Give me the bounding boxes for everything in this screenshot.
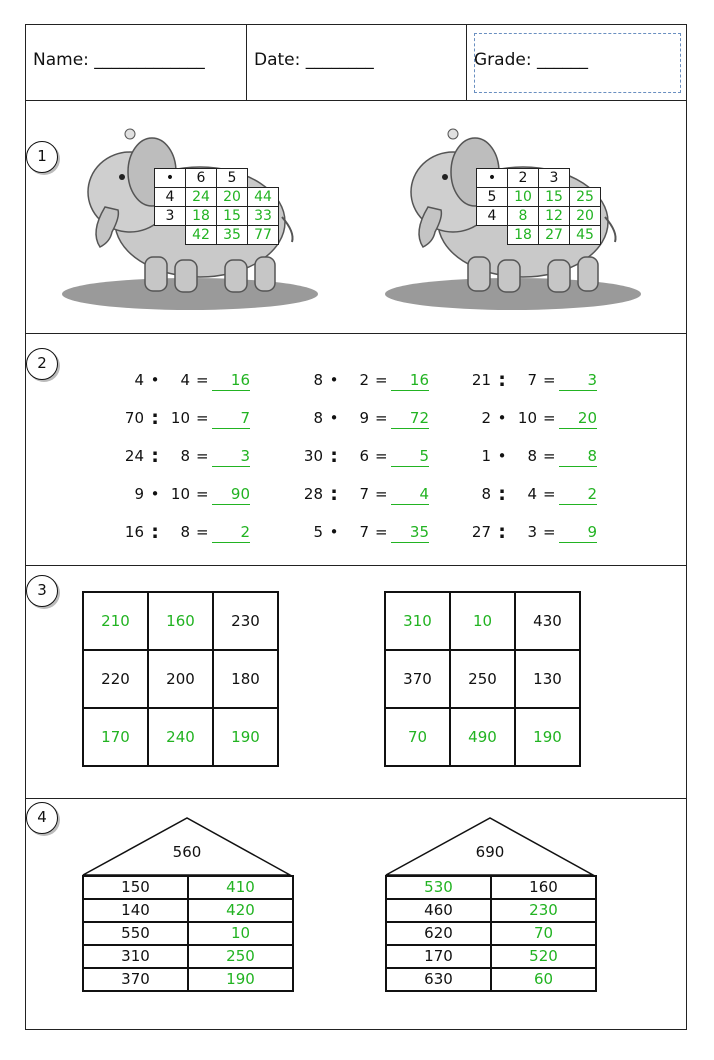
- answer-cell: 420: [188, 899, 293, 922]
- table-row: [155, 188, 279, 207]
- table-row: [83, 968, 293, 991]
- answer-cell: 15: [217, 207, 248, 226]
- answer-cell: 18: [508, 226, 539, 245]
- answer-cell: 35: [217, 226, 248, 245]
- operand-a: 5: [313, 523, 323, 541]
- exercise: [455, 522, 605, 542]
- operand-b: 10: [517, 409, 537, 427]
- empty-cell: [477, 226, 508, 245]
- date-field[interactable]: Date: ________: [254, 50, 374, 70]
- answer-field[interactable]: 90: [212, 484, 250, 505]
- operand-b: 7: [359, 523, 369, 541]
- answer-cell: 60: [491, 968, 596, 991]
- equals-sign: =: [543, 523, 556, 541]
- table-row: [386, 899, 596, 922]
- equals-sign: =: [375, 409, 388, 427]
- operand-b: 10: [170, 485, 190, 503]
- table-row: [83, 922, 293, 945]
- operand-a: 8: [481, 485, 491, 503]
- answer-field[interactable]: 20: [559, 408, 597, 429]
- given-cell: 160: [491, 876, 596, 899]
- answer-field[interactable]: 4: [391, 484, 429, 505]
- equals-sign: =: [375, 371, 388, 389]
- table-row: [386, 945, 596, 968]
- operand-b: 7: [527, 371, 537, 389]
- answer-cell: 10: [450, 592, 515, 650]
- equals-sign: =: [196, 447, 209, 465]
- operand-b: 6: [359, 447, 369, 465]
- answer-cell: 18: [186, 207, 217, 226]
- equals-sign: =: [196, 371, 209, 389]
- operand-b: 7: [359, 485, 369, 503]
- exercise: [455, 408, 605, 428]
- equals-sign: =: [196, 523, 209, 541]
- answer-cell: 310: [385, 592, 450, 650]
- grid-row: [385, 650, 580, 708]
- operator: •: [150, 485, 160, 503]
- table-row: [477, 188, 601, 207]
- operand-a: 2: [481, 409, 491, 427]
- house-table-right: [385, 875, 597, 992]
- operator: :: [330, 483, 338, 505]
- answer-cell: 240: [148, 708, 213, 766]
- answer-cell: 70: [385, 708, 450, 766]
- answer-cell: 160: [148, 592, 213, 650]
- answer-cell: 44: [248, 188, 279, 207]
- answer-cell: 490: [450, 708, 515, 766]
- factor-cell: 6: [186, 169, 217, 188]
- table-row: [386, 876, 596, 899]
- given-cell: 460: [386, 899, 491, 922]
- factor-cell: 4: [155, 188, 186, 207]
- given-cell: 170: [386, 945, 491, 968]
- section-divider: [25, 565, 687, 566]
- operand-a: 1: [481, 447, 491, 465]
- given-cell: 370: [385, 650, 450, 708]
- operand-b: 2: [359, 371, 369, 389]
- exercise: [108, 446, 258, 466]
- answer-cell: 20: [570, 207, 601, 226]
- equals-sign: =: [543, 485, 556, 503]
- table-row: [155, 226, 279, 245]
- exercise: [287, 370, 437, 390]
- operator: :: [151, 407, 159, 429]
- answer-field[interactable]: 16: [391, 370, 429, 391]
- answer-cell: 33: [248, 207, 279, 226]
- table-row: [155, 169, 279, 188]
- given-cell: 550: [83, 922, 188, 945]
- operator: •: [329, 409, 339, 427]
- equals-sign: =: [375, 485, 388, 503]
- given-cell: 140: [83, 899, 188, 922]
- operand-a: 8: [313, 409, 323, 427]
- operator: :: [151, 521, 159, 543]
- number-grid-right: [384, 591, 581, 767]
- given-cell: 230: [213, 592, 278, 650]
- operator: •: [497, 409, 507, 427]
- answer-cell: 45: [570, 226, 601, 245]
- exercise: [455, 446, 605, 466]
- answer-cell: 230: [491, 899, 596, 922]
- grid-row: [385, 708, 580, 766]
- table-row: [83, 899, 293, 922]
- answer-field[interactable]: 72: [391, 408, 429, 429]
- operand-b: 8: [180, 447, 190, 465]
- operand-b: 4: [180, 371, 190, 389]
- answer-cell: 520: [491, 945, 596, 968]
- answer-field[interactable]: 2: [212, 522, 250, 543]
- operand-a: 27: [471, 523, 491, 541]
- table-row: [386, 968, 596, 991]
- answer-cell: 24: [186, 188, 217, 207]
- equals-sign: =: [375, 447, 388, 465]
- operand-a: 16: [124, 523, 144, 541]
- section-number-3: 3: [26, 575, 58, 607]
- name-field[interactable]: Name: _____________: [33, 50, 205, 70]
- equals-sign: =: [543, 447, 556, 465]
- grid-row: [83, 592, 278, 650]
- house-roof-number-right: 690: [475, 843, 505, 861]
- exercise: [108, 484, 258, 504]
- operand-a: 9: [134, 485, 144, 503]
- multiplication-table-left: [154, 168, 279, 245]
- answer-field[interactable]: 8: [559, 446, 597, 467]
- answer-field[interactable]: 3: [212, 446, 250, 467]
- operand-a: 30: [303, 447, 323, 465]
- given-cell: 150: [83, 876, 188, 899]
- operand-a: 28: [303, 485, 323, 503]
- answer-cell: 27: [539, 226, 570, 245]
- given-cell: 310: [83, 945, 188, 968]
- equals-sign: =: [543, 371, 556, 389]
- operator: •: [329, 523, 339, 541]
- given-cell: 250: [450, 650, 515, 708]
- answer-field[interactable]: 16: [212, 370, 250, 391]
- given-cell: 200: [148, 650, 213, 708]
- answer-cell: 42: [186, 226, 217, 245]
- table-row: [477, 207, 601, 226]
- answer-cell: 190: [188, 968, 293, 991]
- answer-cell: 190: [213, 708, 278, 766]
- factor-cell: 5: [477, 188, 508, 207]
- empty-cell: [570, 169, 601, 188]
- section-number-4: 4: [26, 802, 58, 834]
- operator: :: [151, 445, 159, 467]
- table-row: [155, 207, 279, 226]
- exercise: [287, 408, 437, 428]
- answer-field[interactable]: 35: [391, 522, 429, 543]
- answer-cell: 410: [188, 876, 293, 899]
- operator: :: [498, 369, 506, 391]
- answer-field[interactable]: 7: [212, 408, 250, 429]
- section-number-2: 2: [26, 348, 58, 380]
- operand-a: 70: [124, 409, 144, 427]
- answer-cell: 77: [248, 226, 279, 245]
- answer-cell: 530: [386, 876, 491, 899]
- operator: •: [150, 371, 160, 389]
- answer-cell: 15: [539, 188, 570, 207]
- operand-a: 8: [313, 371, 323, 389]
- operator: •: [497, 447, 507, 465]
- factor-cell: 3: [539, 169, 570, 188]
- table-row: [83, 945, 293, 968]
- answer-cell: 10: [508, 188, 539, 207]
- answer-field[interactable]: 2: [559, 484, 597, 505]
- operand-a: 21: [471, 371, 491, 389]
- given-cell: 180: [213, 650, 278, 708]
- answer-cell: 210: [83, 592, 148, 650]
- operand-b: 4: [527, 485, 537, 503]
- operand-a: 24: [124, 447, 144, 465]
- exercise: [108, 370, 258, 390]
- exercise: [287, 446, 437, 466]
- house-roof-number-left: 560: [172, 843, 202, 861]
- exercise: [455, 484, 605, 504]
- house-table-left: [82, 875, 294, 992]
- factor-cell: 5: [217, 169, 248, 188]
- table-row: [477, 226, 601, 245]
- factor-cell: •: [155, 169, 186, 188]
- equals-sign: =: [543, 409, 556, 427]
- exercise: [108, 522, 258, 542]
- operand-b: 8: [180, 523, 190, 541]
- table-row: [477, 169, 601, 188]
- answer-cell: 10: [188, 922, 293, 945]
- equals-sign: =: [196, 485, 209, 503]
- answer-field[interactable]: 5: [391, 446, 429, 467]
- section-number-1: 1: [26, 141, 58, 173]
- number-grid-left: [82, 591, 279, 767]
- section-divider: [25, 333, 687, 334]
- operator: :: [330, 445, 338, 467]
- equals-sign: =: [196, 409, 209, 427]
- exercise: [455, 370, 605, 390]
- given-cell: 430: [515, 592, 580, 650]
- given-cell: 220: [83, 650, 148, 708]
- answer-cell: 25: [570, 188, 601, 207]
- operand-b: 8: [527, 447, 537, 465]
- operator: :: [498, 521, 506, 543]
- operand-b: 3: [527, 523, 537, 541]
- table-row: [83, 876, 293, 899]
- factor-cell: •: [477, 169, 508, 188]
- grid-row: [83, 708, 278, 766]
- empty-cell: [155, 226, 186, 245]
- section-divider: [25, 100, 687, 101]
- table-row: [386, 922, 596, 945]
- operator: :: [498, 483, 506, 505]
- grid-row: [83, 650, 278, 708]
- multiplication-table-right: [476, 168, 601, 245]
- factor-cell: 3: [155, 207, 186, 226]
- grade-field[interactable]: Grade: ______: [474, 50, 588, 70]
- exercise: [287, 484, 437, 504]
- operand-a: 4: [134, 371, 144, 389]
- given-cell: 620: [386, 922, 491, 945]
- answer-field[interactable]: 9: [559, 522, 597, 543]
- given-cell: 130: [515, 650, 580, 708]
- exercise: [108, 408, 258, 428]
- operand-b: 10: [170, 409, 190, 427]
- given-cell: 370: [83, 968, 188, 991]
- grid-row: [385, 592, 580, 650]
- answer-cell: 250: [188, 945, 293, 968]
- answer-cell: 20: [217, 188, 248, 207]
- operator: •: [329, 371, 339, 389]
- section-divider: [25, 798, 687, 799]
- empty-cell: [248, 169, 279, 188]
- equals-sign: =: [375, 523, 388, 541]
- answer-cell: 8: [508, 207, 539, 226]
- factor-cell: 4: [477, 207, 508, 226]
- header-divider: [466, 24, 467, 100]
- given-cell: 630: [386, 968, 491, 991]
- operand-b: 9: [359, 409, 369, 427]
- answer-cell: 12: [539, 207, 570, 226]
- header-divider: [246, 24, 247, 100]
- exercise: [287, 522, 437, 542]
- factor-cell: 2: [508, 169, 539, 188]
- answer-cell: 190: [515, 708, 580, 766]
- answer-cell: 170: [83, 708, 148, 766]
- answer-cell: 70: [491, 922, 596, 945]
- answer-field[interactable]: 3: [559, 370, 597, 391]
